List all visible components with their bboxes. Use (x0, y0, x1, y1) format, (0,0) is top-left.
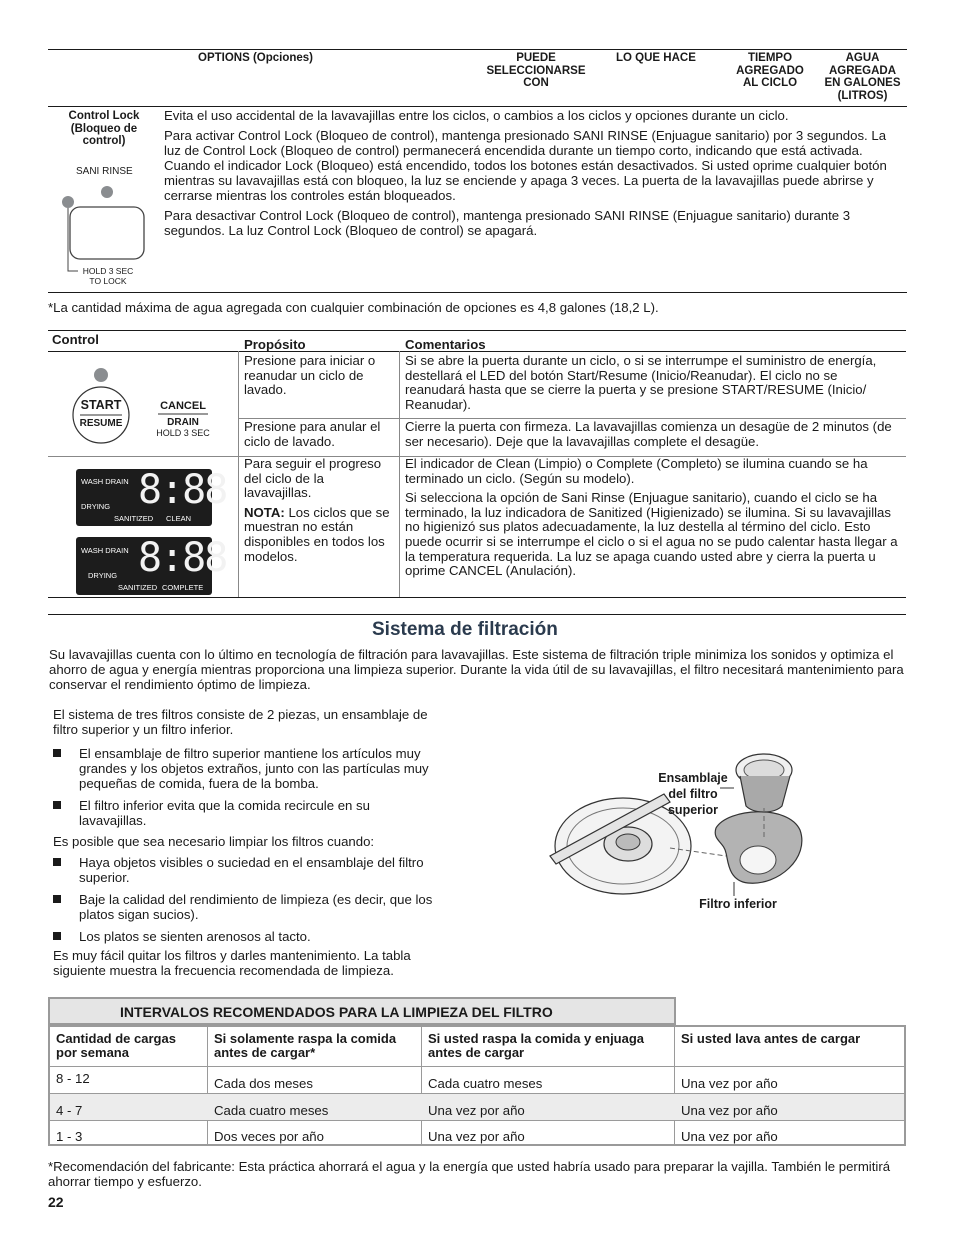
section-title: Sistema de filtración (372, 619, 558, 640)
header-selectable: PUEDE SELECCIONARSE CON (486, 52, 586, 89)
start-button[interactable]: START (80, 398, 122, 412)
control-lock-paragraph: Evita el uso accidental de la lavavajillas entre los ciclos, o cambios a los ciclos y opciones durante un ciclo. (164, 108, 789, 123)
complete-label: COMPLETE (162, 583, 204, 592)
header-options: OPTIONS (Opciones) (198, 52, 314, 64)
control-table-header-rule (48, 351, 906, 352)
when-text: Es posible que sea necesario limpiar los filtros cuando: (53, 834, 375, 849)
status-display-complete (76, 535, 227, 595)
list-item: El ensamblaje de filtro superior mantiene los artículos muy grandes y los objetos extraños, junto con las partículas muy pequeñas de comida, fuera de la bomba. (53, 746, 433, 791)
comment-display-paragraph: Si selecciona la opción de Sani Rinse (Enjuague sanitario), cuando el ciclo se ha terminado, la luz indicadora de Sanitized (Higienizado) se ilumina. Si su lavavajillas no higienizó sus platos adecuadamente, la luz destella al término del ciclo. Esto puede ocurrir si se interrumpe el ciclo o si el agua no se pudo calentar hasta llegar a la temperatura requerida. La luz se apaga cuando usted abre y cierra la puerta u oprime CANCEL (Anulación). (405, 490, 898, 579)
header-control: Control (52, 332, 99, 347)
comment-cancel: Cierre la puerta con firmeza. La lavavajillas comienza un desagüe de 2 minutos (de ser necesario). Deje que la lavavajillas complete el desagüe. (405, 419, 892, 449)
list-item: Los platos se sienten arenosos al tacto. (53, 929, 433, 944)
intervals-footnote: *Recomendación del fabricante: Esta práctica ahorrará el agua y la energía que usted habría usado para preparar la vajilla. También le permitirá ahorrar tiempo y esfuerzo. (48, 1159, 891, 1189)
comment-display (399, 457, 907, 579)
sani-rinse-lock-panel (58, 162, 156, 287)
table-top-rule (48, 49, 907, 50)
comment-display-paragraph: El indicador de Clean (Limpio) o Complete (Completo) se ilumina cuando se ha terminado un ciclo. (Según su modelo). (405, 456, 868, 486)
sani-rinse-button-outline (70, 207, 144, 259)
control-lock-paragraph: Para desactivar Control Lock (Bloqueo de control), mantenga presionado SANI RINSE (Enjuague sanitario) durante 3 segundos. La luz Control Lock (Bloqueo de control) se apagará. (164, 208, 851, 238)
header-what-it-does: LO QUE HACE (616, 52, 696, 64)
intervals-title-bar (48, 997, 676, 1025)
sanitized-label: SANITIZED (118, 583, 158, 592)
section-rule (48, 614, 906, 615)
table-cell: Cada cuatro meses (214, 1103, 329, 1118)
table-cell: Cada dos meses (214, 1076, 313, 1091)
purpose-start: Presione para iniciar o reanudar un ciclo de lavado. (244, 353, 376, 398)
lock-indicator-led (62, 196, 74, 208)
table-cell: Una vez por año (681, 1129, 778, 1144)
list-item: Haya objetos visibles o suciedad en el ensamblaje del filtro superior. (53, 855, 433, 885)
intervals-title: INTERVALOS RECOMENDADOS PARA LA LIMPIEZA DEL FILTRO (120, 1004, 553, 1020)
sani-rinse-led (101, 186, 113, 198)
digit-readout: 8:88 (138, 467, 227, 513)
clean-label: CLEAN (166, 514, 192, 523)
header-time-added: TIEMPO AGREGADO AL CICLO (736, 52, 804, 89)
table-cell: Una vez por año (681, 1076, 778, 1091)
control-lock-paragraph: Para activar Control Lock (Bloqueo de control), mantenga presionado SANI RINSE (Enjuague sanitario) por 3 segundos. La luz de Control Lock (Bloqueo de control) permanecerá encendida durante un tiempo corto, indicando que está activada. Cuando el indicador Lock (Bloqueo) está encendido, todos los botones están desactivados. Si usted oprime cualquier botón mientras su lavavajillas está con bloqueo, la luz se enciende y apaga 3 veces. La puerta de la lavavajillas puede abrirse y cerrarse mientras los controles están bloqueados. (164, 128, 887, 203)
upper-filter-label: Ensamblaje del filtro superior (658, 771, 728, 817)
closing-text: Es muy fácil quitar los filtros y darles mantenimiento. La tabla siguiente muestra la frecuencia recomendada de limpieza. (53, 948, 411, 978)
header-purpose: Propósito (244, 337, 306, 352)
interval-header: Si solamente raspa la comida antes de cargar* (214, 1031, 397, 1060)
table-cell: Una vez por año (428, 1129, 525, 1144)
hold-3-sec-label: HOLD 3 SEC (156, 428, 210, 438)
table-cell: 8 - 12 (56, 1071, 90, 1086)
list-item: Baje la calidad del rendimiento de limpieza (es decir, que los platos sigan sucios). (53, 892, 433, 922)
start-cancel-panel (66, 364, 226, 446)
table-cell: Una vez por año (428, 1103, 525, 1118)
table-cell: 1 - 3 (56, 1129, 83, 1144)
interval-header: Cantidad de cargas por semana (56, 1031, 176, 1060)
wash-drain-label: WASH DRAIN (81, 546, 129, 555)
filtration-intro: Su lavavajillas cuenta con lo último en tecnología de filtración para lavavajillas. Este sistema de filtración triple minimiza los sonidos y optimiza el ahorro de agua y energía mientras proporciona una limpieza superior. Durante la vida útil de su lavavajillas, el filtro necesitará mantenimiento para conservar el rendimiento óptimo de limpieza. (49, 647, 904, 692)
page-number: 22 (48, 1194, 64, 1210)
drying-label: DRYING (88, 571, 118, 580)
cancel-button[interactable]: CANCEL (160, 400, 206, 412)
purpose-cancel: Presione para anular el ciclo de lavado. (244, 419, 381, 449)
options-footnote: *La cantidad máxima de agua agregada con cualquier combinación de opciones es 4,8 galones (18,2 L). (48, 300, 659, 315)
control-table-bottom-rule (48, 597, 906, 598)
interval-header: Si usted lava antes de cargar (681, 1031, 861, 1046)
table-cell: Dos veces por año (214, 1129, 324, 1144)
display-note: NOTA: Los ciclos que se muestran no están disponibles en todos los modelos. (244, 504, 390, 564)
purpose-display (238, 457, 399, 564)
drying-label: DRYING (81, 502, 111, 511)
hold-to-lock-label: HOLD 3 SEC TO LOCK (82, 266, 134, 286)
resume-label: RESUME (79, 418, 123, 429)
start-led (94, 368, 108, 382)
wash-drain-label: WASH DRAIN (81, 477, 129, 486)
purpose-display-text: Para seguir el progreso del ciclo de la lavavajillas. (244, 456, 382, 501)
table-cell: Cada cuatro meses (428, 1076, 543, 1091)
status-display-clean (76, 467, 227, 526)
comment-start: Si se abre la puerta durante un ciclo, o si se interrumpe el suministro de energía, destellará el LED del botón Start/Resume (Inicio/Reanudar). El ciclo no se reanudará hasta que se cierre la puerta y se presione START/RESUME (Inicio/ Reanudar). (405, 353, 877, 412)
sani-rinse-label: SANI RINSE (76, 166, 133, 177)
control-lock-name: Control Lock (Bloqueo de control) (68, 110, 140, 147)
header-water-added: AGUA AGREGADA EN GALONES (LITROS) (824, 52, 901, 102)
table-cell: 4 - 7 (56, 1103, 83, 1118)
sanitized-label: SANITIZED (114, 514, 154, 523)
table-cell: Una vez por año (681, 1103, 778, 1118)
interval-header: Si usted raspa la comida y enjuaga antes de cargar (428, 1031, 645, 1060)
drain-label: DRAIN (167, 417, 199, 428)
control-lock-description (164, 108, 904, 238)
lower-filter-label: Filtro inferior (699, 897, 777, 911)
header-bottom-rule (48, 106, 907, 107)
system-text: El sistema de tres filtros consiste de 2 piezas, un ensamblaje de filtro superior y un filtro inferior. (53, 707, 428, 737)
options-table-bottom-rule (48, 292, 907, 293)
digit-readout: 8:88 (138, 535, 227, 581)
list-item: El filtro inferior evita que la comida recircule en su lavavajillas. (53, 798, 433, 828)
filtration-body (53, 707, 433, 978)
control-table-top-rule (48, 330, 906, 331)
header-comments: Comentarios (405, 337, 486, 352)
